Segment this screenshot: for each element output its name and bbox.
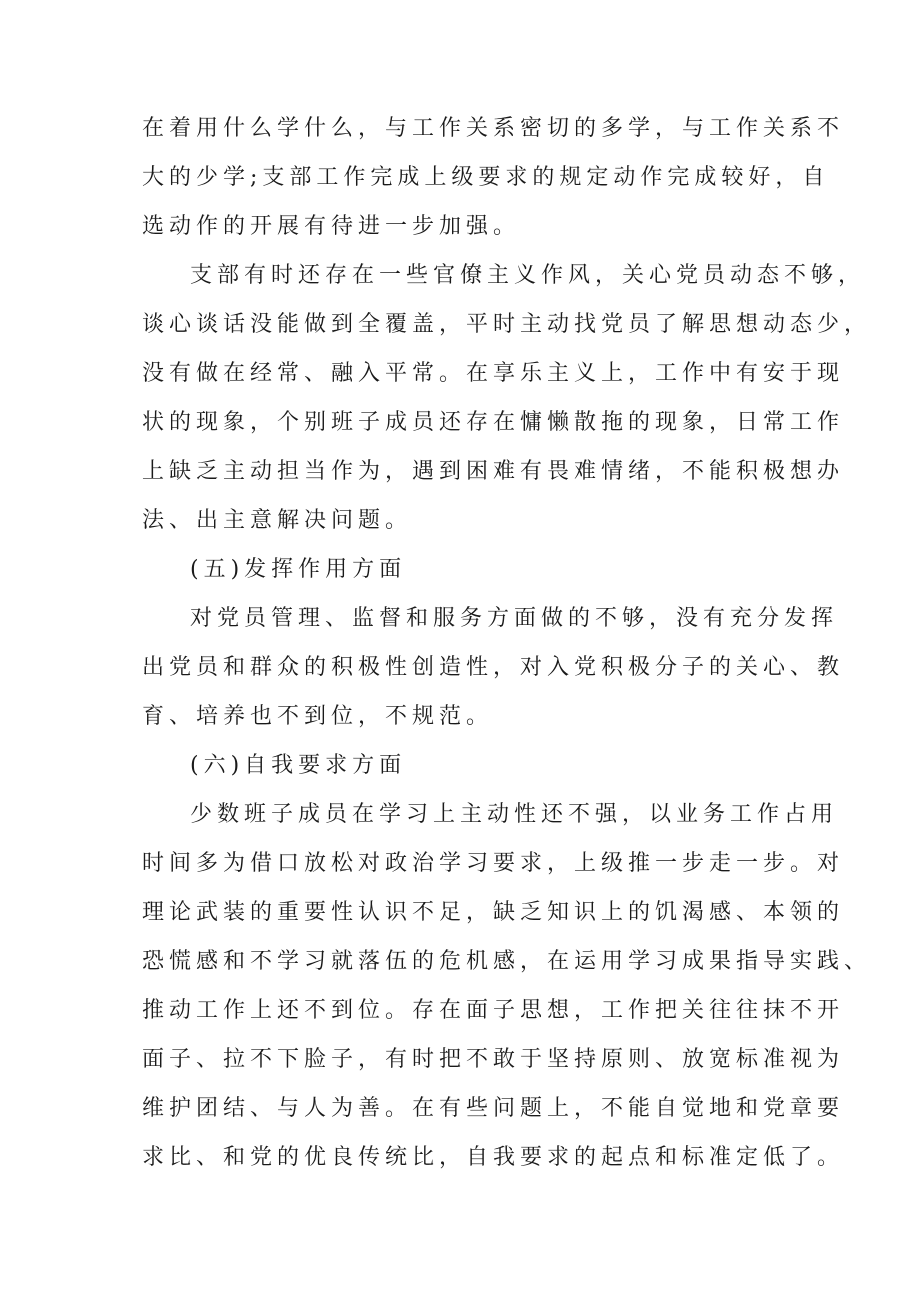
paragraph-start-line: 对党员管理、监督和服务方面做的不够，没有充分发挥 xyxy=(190,606,839,631)
text-line: 在着用什么学什么，与工作关系密切的多学，与工作关系不 xyxy=(142,116,845,141)
text-line: 推动工作上还不到位。存在面子思想，工作把关往往抹不开 xyxy=(142,998,845,1023)
text-line: 恐慌感和不学习就落伍的危机感，在运用学习成果指导实践、 xyxy=(142,949,872,974)
text-line: 法、出主意解决问题。 xyxy=(142,508,413,533)
paragraph-start-line: 支部有时还存在一些官僚主义作风，关心党员动态不够， xyxy=(190,263,866,288)
text-line: 出党员和群众的积极性创造性，对入党积极分子的关心、教 xyxy=(142,655,845,680)
text-line: 谈心谈话没能做到全覆盖，平时主动找党员了解思想动态少， xyxy=(142,312,872,337)
paragraph-start-line: 少数班子成员在学习上主动性还不强，以业务工作占用 xyxy=(190,802,839,827)
text-line: 选动作的开展有待进一步加强。 xyxy=(142,214,521,239)
text-line: 理论武装的重要性认识不足，缺乏知识上的饥渴感、本领的 xyxy=(142,900,845,925)
section-heading-5: (五)发挥作用方面 xyxy=(190,557,407,582)
text-line: 时间多为借口放松对政治学习要求，上级推一步走一步。对 xyxy=(142,851,845,876)
section-heading-6: (六)自我要求方面 xyxy=(190,753,407,778)
text-line: 维护团结、与人为善。在有些问题上，不能自觉地和党章要 xyxy=(142,1096,845,1121)
text-line: 面子、拉不下脸子，有时把不敢于坚持原则、放宽标准视为 xyxy=(142,1047,845,1072)
text-line: 状的现象，个别班子成员还存在慵懒散拖的现象，日常工作 xyxy=(142,410,845,435)
text-line: 没有做在经常、融入平常。在享乐主义上，工作中有安于现 xyxy=(142,361,845,386)
text-line: 上缺乏主动担当作为，遇到困难有畏难情绪，不能积极想办 xyxy=(142,459,845,484)
text-line: 大的少学;支部工作完成上级要求的规定动作完成较好，自 xyxy=(142,165,830,190)
text-line: 求比、和党的优良传统比，自我要求的起点和标准定低了。 xyxy=(142,1145,845,1170)
text-line: 育、培养也不到位，不规范。 xyxy=(142,704,494,729)
